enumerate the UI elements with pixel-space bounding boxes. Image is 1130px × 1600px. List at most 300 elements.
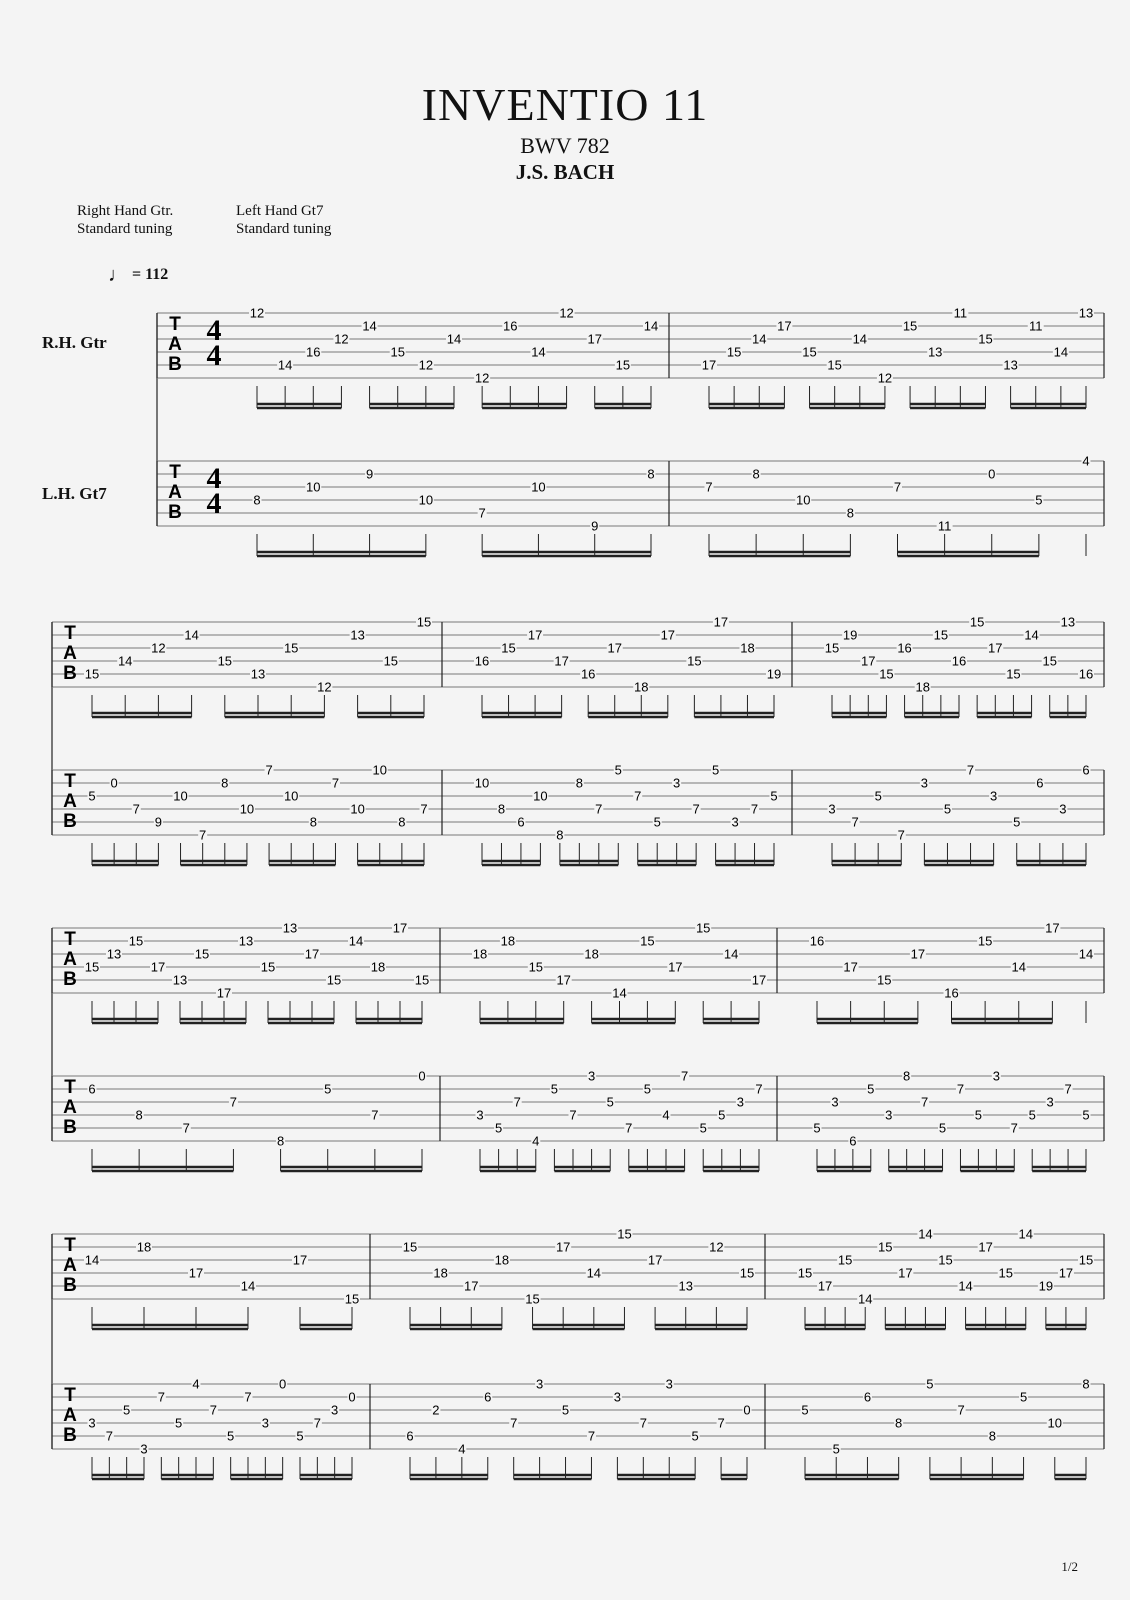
lh-fret: 5 <box>867 1081 875 1097</box>
rh-fret: 15 <box>827 357 842 373</box>
rh-fret: 11 <box>953 305 968 321</box>
rh-fret: 12 <box>709 1239 724 1255</box>
rh-fret: 18 <box>915 679 930 695</box>
rh-fret: 14 <box>240 1278 256 1294</box>
page-number: 1/2 <box>1061 1559 1078 1574</box>
lh-fret: 5 <box>324 1081 332 1097</box>
lh-fret: 7 <box>692 801 700 817</box>
lh-fret: 10 <box>474 775 490 791</box>
lh-fret: 7 <box>132 801 140 817</box>
rh-fret: 17 <box>817 1278 833 1294</box>
rh-fret: 17 <box>668 959 683 975</box>
lh-fret: 5 <box>926 1376 934 1392</box>
lh-fret: 5 <box>175 1415 183 1431</box>
lh-fret: 6 <box>849 1133 857 1149</box>
rh-fret: 14 <box>84 1252 100 1268</box>
rh-fret: 15 <box>877 972 892 988</box>
rh-fret: 17 <box>910 946 926 962</box>
lh-fret: 5 <box>227 1428 235 1444</box>
rh-fret: 15 <box>726 344 742 360</box>
rh-fret: 14 <box>1011 959 1026 975</box>
rh-fret: 13 <box>106 946 122 962</box>
lh-fret: 9 <box>154 814 163 830</box>
lh-fret: 8 <box>135 1107 143 1123</box>
lh-fret: 7 <box>956 1081 965 1097</box>
lh-fret: 7 <box>625 1120 633 1136</box>
lh-fret: 11 <box>937 518 952 534</box>
lh-fret: 0 <box>743 1402 751 1418</box>
lh-fret: 10 <box>533 788 548 804</box>
lh-fret: 5 <box>1035 492 1043 508</box>
lh-fret: 3 <box>731 814 739 830</box>
lh-fret: 8 <box>276 1133 285 1149</box>
lh-fret: 6 <box>1082 762 1090 778</box>
lh-fret: 7 <box>209 1402 217 1418</box>
rh-fret: 13 <box>927 344 943 360</box>
lh-fret: 7 <box>244 1389 252 1405</box>
rh-fret: 17 <box>1045 920 1060 936</box>
lh-fret: 7 <box>229 1094 238 1110</box>
rh-fret: 14 <box>362 318 377 334</box>
lh-fret: 10 <box>173 788 188 804</box>
rh-fret: 13 <box>282 920 298 936</box>
tab-clef-letter: B <box>63 663 77 684</box>
rh-fret: 17 <box>304 946 320 962</box>
lh-fret: 3 <box>1059 801 1067 817</box>
rh-fret: 16 <box>306 344 321 360</box>
lh-fret: 8 <box>398 814 406 830</box>
lh-fret: 5 <box>1028 1107 1036 1123</box>
rh-fret: 15 <box>938 1252 953 1268</box>
lh-fret: 7 <box>705 479 713 495</box>
rh-fret: 17 <box>464 1278 479 1294</box>
lh-fret: 8 <box>221 775 229 791</box>
rh-fret: 16 <box>951 653 967 669</box>
lh-fret: 3 <box>535 1376 544 1392</box>
rh-fret: 15 <box>802 344 817 360</box>
tab-clef-letter: B <box>63 1425 77 1446</box>
tab-clef-letter: B <box>63 811 77 832</box>
page-title: INVENTIO 11 <box>421 79 709 130</box>
time-signature-bottom: 4 <box>206 339 222 372</box>
rh-fret: 15 <box>640 933 655 949</box>
rh-fret: 12 <box>474 370 490 386</box>
rh-fret: 12 <box>334 331 349 347</box>
tab-clef-letter: B <box>63 969 77 990</box>
lh-fret: 7 <box>680 1068 689 1084</box>
rh-fret: 15 <box>687 653 702 669</box>
rh-fret: 15 <box>402 1239 418 1255</box>
lh-fret: 3 <box>828 801 836 817</box>
rh-fret: 19 <box>766 666 782 682</box>
lh-fret: 3 <box>831 1094 839 1110</box>
lh-fret: 8 <box>647 466 655 482</box>
rh-fret: 15 <box>969 614 985 630</box>
tab-clef-letter: B <box>63 1275 77 1296</box>
lh-fret: 8 <box>1082 1376 1090 1392</box>
track-tuning: Standard tuning <box>77 221 173 237</box>
lh-fret: 6 <box>406 1428 414 1444</box>
rh-fret: 13 <box>1060 614 1076 630</box>
lh-fret: 0 <box>279 1376 287 1392</box>
lh-fret: 5 <box>699 1120 707 1136</box>
rh-fret: 14 <box>723 946 739 962</box>
lh-fret: 3 <box>261 1415 269 1431</box>
rh-fret: 18 <box>472 946 488 962</box>
rh-fret: 15 <box>383 653 399 669</box>
rh-fret: 15 <box>617 1226 632 1242</box>
rh-fret: 15 <box>1042 653 1057 669</box>
rh-fret: 12 <box>559 305 574 321</box>
lh-fret: 8 <box>556 827 564 843</box>
lh-fret: 5 <box>813 1120 821 1136</box>
lh-fret: 10 <box>796 492 811 508</box>
lh-fret: 10 <box>350 801 365 817</box>
rh-fret: 12 <box>418 357 434 373</box>
lh-fret: 2 <box>432 1402 440 1418</box>
lh-fret: 5 <box>123 1402 131 1418</box>
lh-fret: 8 <box>846 505 854 521</box>
lh-fret: 7 <box>182 1120 190 1136</box>
lh-fret: 7 <box>157 1389 165 1405</box>
rh-fret: 14 <box>918 1226 933 1242</box>
rh-fret: 16 <box>503 318 518 334</box>
rh-fret: 17 <box>292 1252 308 1268</box>
rh-fret: 18 <box>136 1239 152 1255</box>
lh-fret: 5 <box>938 1120 947 1136</box>
rh-fret: 14 <box>1018 1226 1034 1242</box>
lh-fret: 7 <box>897 827 905 843</box>
lh-fret: 0 <box>348 1389 356 1405</box>
rh-fret: 16 <box>944 985 959 1001</box>
rh-fret: 15 <box>998 1265 1013 1281</box>
lh-fret: 5 <box>770 788 778 804</box>
lh-fret: 7 <box>510 1415 518 1431</box>
lh-fret: 3 <box>990 788 998 804</box>
rh-fret: 14 <box>643 318 659 334</box>
rh-fret: 14 <box>348 933 364 949</box>
rh-fret: 17 <box>898 1265 913 1281</box>
rh-fret: 13 <box>1003 357 1018 373</box>
lh-fret: 3 <box>673 775 681 791</box>
rh-fret: 17 <box>1058 1265 1074 1281</box>
lh-fret: 3 <box>331 1402 339 1418</box>
lh-fret: 4 <box>532 1133 540 1149</box>
rh-fret: 18 <box>370 959 386 975</box>
tab-clef-letter: T <box>64 929 76 950</box>
tab-clef-letter: B <box>168 354 182 375</box>
lh-fret: 8 <box>497 801 506 817</box>
lh-fret: 10 <box>372 762 387 778</box>
rh-fret: 17 <box>216 985 232 1001</box>
rh-fret: 16 <box>897 640 912 656</box>
rh-fret: 15 <box>390 344 405 360</box>
rh-fret: 19 <box>1038 1278 1054 1294</box>
rh-fret: 17 <box>713 614 729 630</box>
tempo-value: = 112 <box>132 266 169 283</box>
rh-fret: 13 <box>678 1278 693 1294</box>
rh-fret: 14 <box>277 357 293 373</box>
tab-clef-letter: A <box>63 1255 77 1276</box>
lh-fret: 9 <box>365 466 374 482</box>
lh-fret: 6 <box>88 1081 96 1097</box>
rh-fret: 14 <box>1053 344 1069 360</box>
rh-fret: 15 <box>879 666 894 682</box>
lh-fret: 7 <box>371 1107 379 1123</box>
quarter-note-icon: ♩ <box>108 264 128 286</box>
lh-fret: 7 <box>1010 1120 1018 1136</box>
track-name: Right Hand Gtr. <box>77 203 174 219</box>
lh-fret: 8 <box>575 775 583 791</box>
rh-fret: 18 <box>634 679 649 695</box>
tab-clef-letter: A <box>63 949 77 970</box>
lh-fret: 5 <box>1019 1389 1028 1405</box>
rh-fret: 15 <box>501 640 516 656</box>
lh-fret: 7 <box>313 1415 321 1431</box>
lh-fret: 7 <box>634 788 642 804</box>
lh-fret: 10 <box>283 788 299 804</box>
lh-fret: 3 <box>613 1389 622 1405</box>
tab-clef-letter: T <box>64 1385 76 1406</box>
lh-fret: 3 <box>920 775 928 791</box>
lh-fret: 5 <box>801 1402 809 1418</box>
rh-fret: 14 <box>857 1291 873 1307</box>
rh-fret: 15 <box>326 972 342 988</box>
rh-fret: 15 <box>416 614 432 630</box>
lh-fret: 0 <box>110 775 118 791</box>
lh-fret: 7 <box>851 814 859 830</box>
catalog-number: BWV 782 <box>520 133 610 158</box>
rh-fret: 15 <box>878 1239 893 1255</box>
rh-fret: 17 <box>660 627 676 643</box>
lh-fret: 6 <box>1036 775 1044 791</box>
rh-fret: 18 <box>740 640 755 656</box>
lh-fret: 8 <box>309 814 317 830</box>
lh-fret: 7 <box>105 1428 113 1444</box>
lh-fret: 7 <box>717 1415 725 1431</box>
rh-fret: 16 <box>580 666 596 682</box>
tab-clef-letter: A <box>63 1405 77 1426</box>
lh-fret: 3 <box>1046 1094 1054 1110</box>
rh-fret: 15 <box>615 357 631 373</box>
rh-fret: 18 <box>494 1252 510 1268</box>
rh-fret: 13 <box>350 627 365 643</box>
rh-fret: 15 <box>977 933 993 949</box>
lh-fret: 5 <box>88 788 96 804</box>
lh-fret: 3 <box>992 1068 1000 1084</box>
rh-fret: 14 <box>586 1265 602 1281</box>
time-signature-top: 4 <box>206 314 222 347</box>
rh-fret: 14 <box>752 331 767 347</box>
lh-fret: 3 <box>665 1376 673 1392</box>
tab-clef-letter: T <box>169 314 181 335</box>
lh-fret: 5 <box>494 1120 503 1136</box>
lh-fret: 3 <box>885 1107 893 1123</box>
lh-fret: 5 <box>561 1402 570 1418</box>
rh-fret: 12 <box>151 640 166 656</box>
rh-fret: 17 <box>988 640 1003 656</box>
lh-fret: 3 <box>736 1094 745 1110</box>
lh-fret: 0 <box>988 466 996 482</box>
rh-fret: 13 <box>238 933 254 949</box>
lh-fret: 7 <box>750 801 759 817</box>
rh-fret: 13 <box>172 972 188 988</box>
rh-fret: 14 <box>958 1278 973 1294</box>
track-label-lh: L.H. Gt7 <box>42 484 107 503</box>
lh-fret: 7 <box>595 801 603 817</box>
lh-fret: 10 <box>239 801 255 817</box>
lh-fret: 7 <box>420 801 428 817</box>
rh-fret: 18 <box>584 946 599 962</box>
rh-fret: 14 <box>612 985 627 1001</box>
lh-fret: 7 <box>478 505 486 521</box>
tab-clef-letter: A <box>63 791 77 812</box>
rh-fret: 13 <box>250 666 266 682</box>
lh-fret: 7 <box>1064 1081 1072 1097</box>
lh-fret: 7 <box>265 762 273 778</box>
lh-fret: 5 <box>606 1094 614 1110</box>
rh-fret: 17 <box>555 1239 571 1255</box>
lh-fret: 5 <box>653 814 661 830</box>
lh-fret: 7 <box>966 762 975 778</box>
lh-fret: 5 <box>832 1441 840 1457</box>
rh-fret: 17 <box>647 1252 663 1268</box>
lh-fret: 5 <box>296 1428 304 1444</box>
track-name: Left Hand Gt7 <box>236 203 324 219</box>
lh-fret: 8 <box>988 1428 996 1444</box>
rh-fret: 15 <box>978 331 993 347</box>
lh-fret: 5 <box>550 1081 559 1097</box>
time-signature-bottom: 4 <box>206 487 222 520</box>
rh-fret: 16 <box>474 653 490 669</box>
rh-fret: 17 <box>556 972 571 988</box>
rh-fret: 17 <box>587 331 602 347</box>
rh-fret: 19 <box>842 627 858 643</box>
rh-fret: 15 <box>525 1291 540 1307</box>
lh-fret: 7 <box>513 1094 521 1110</box>
rh-fret: 15 <box>739 1265 755 1281</box>
rh-fret: 13 <box>1078 305 1094 321</box>
rh-fret: 15 <box>217 653 233 669</box>
rh-fret: 14 <box>184 627 199 643</box>
lh-fret: 5 <box>874 788 882 804</box>
lh-fret: 6 <box>517 814 525 830</box>
rh-fret: 12 <box>249 305 265 321</box>
rh-fret: 18 <box>433 1265 448 1281</box>
rh-fret: 17 <box>701 357 717 373</box>
lh-fret: 5 <box>1013 814 1021 830</box>
rh-fret: 15 <box>283 640 299 656</box>
lh-fret: 7 <box>893 479 902 495</box>
tab-clef-letter: T <box>64 771 76 792</box>
lh-fret: 5 <box>614 762 622 778</box>
rh-fret: 14 <box>1024 627 1039 643</box>
rh-fret: 15 <box>84 666 100 682</box>
rh-fret: 14 <box>531 344 546 360</box>
lh-fret: 7 <box>199 827 207 843</box>
rh-fret: 14 <box>852 331 868 347</box>
lh-fret: 10 <box>306 479 321 495</box>
rh-fret: 17 <box>843 959 858 975</box>
tab-clef-letter: B <box>63 1117 77 1138</box>
rh-fret: 14 <box>446 331 462 347</box>
lh-fret: 7 <box>331 775 340 791</box>
rh-fret: 17 <box>751 972 767 988</box>
tab-clef-letter: B <box>168 502 182 523</box>
rh-fret: 11 <box>1028 318 1043 334</box>
tab-clef-letter: T <box>64 623 76 644</box>
lh-fret: 5 <box>711 762 720 778</box>
lh-fret: 7 <box>639 1415 647 1431</box>
lh-fret: 3 <box>587 1068 596 1084</box>
rh-fret: 16 <box>809 933 825 949</box>
lh-fret: 6 <box>484 1389 492 1405</box>
lh-fret: 4 <box>662 1107 670 1123</box>
tab-clef-letter: A <box>168 482 182 503</box>
rh-fret: 15 <box>344 1291 360 1307</box>
lh-fret: 5 <box>943 801 952 817</box>
rh-fret: 17 <box>150 959 166 975</box>
rh-fret: 15 <box>902 318 918 334</box>
rh-fret: 15 <box>414 972 430 988</box>
time-signature-top: 4 <box>206 462 222 495</box>
lh-fret: 5 <box>974 1107 983 1123</box>
lh-fret: 7 <box>920 1094 929 1110</box>
lh-fret: 4 <box>1082 453 1090 469</box>
rh-fret: 15 <box>824 640 840 656</box>
tab-clef-letter: T <box>169 462 181 483</box>
rh-fret: 15 <box>1006 666 1021 682</box>
lh-fret: 4 <box>192 1376 200 1392</box>
rh-fret: 15 <box>1078 1252 1094 1268</box>
track-tuning: Standard tuning <box>236 221 332 237</box>
rh-fret: 12 <box>317 679 332 695</box>
tab-clef-letter: A <box>168 334 182 355</box>
rh-fret: 17 <box>527 627 543 643</box>
lh-fret: 5 <box>691 1428 699 1444</box>
lh-fret: 5 <box>643 1081 652 1097</box>
lh-fret: 3 <box>140 1441 148 1457</box>
rh-fret: 17 <box>607 640 622 656</box>
lh-fret: 10 <box>531 479 546 495</box>
rh-fret: 12 <box>877 370 893 386</box>
rh-fret: 15 <box>837 1252 853 1268</box>
tab-clef-letter: A <box>63 643 77 664</box>
lh-fret: 8 <box>903 1068 911 1084</box>
composer: J.S. BACH <box>515 160 615 184</box>
rh-fret: 15 <box>260 959 276 975</box>
rh-fret: 17 <box>554 653 569 669</box>
rh-fret: 17 <box>392 920 408 936</box>
rh-fret: 15 <box>797 1265 813 1281</box>
lh-fret: 5 <box>1082 1107 1090 1123</box>
lh-fret: 8 <box>895 1415 903 1431</box>
tab-clef-letter: A <box>63 1097 77 1118</box>
lh-fret: 7 <box>957 1402 965 1418</box>
lh-fret: 6 <box>863 1389 872 1405</box>
lh-fret: 9 <box>591 518 599 534</box>
rh-fret: 17 <box>777 318 792 334</box>
lh-fret: 8 <box>253 492 261 508</box>
rh-fret: 15 <box>695 920 711 936</box>
lh-fret: 7 <box>569 1107 577 1123</box>
lh-fret: 0 <box>418 1068 426 1084</box>
lh-fret: 8 <box>752 466 760 482</box>
rh-fret: 17 <box>861 653 876 669</box>
tab-clef-letter: T <box>64 1235 76 1256</box>
rh-fret: 15 <box>84 959 100 975</box>
rh-fret: 15 <box>128 933 144 949</box>
